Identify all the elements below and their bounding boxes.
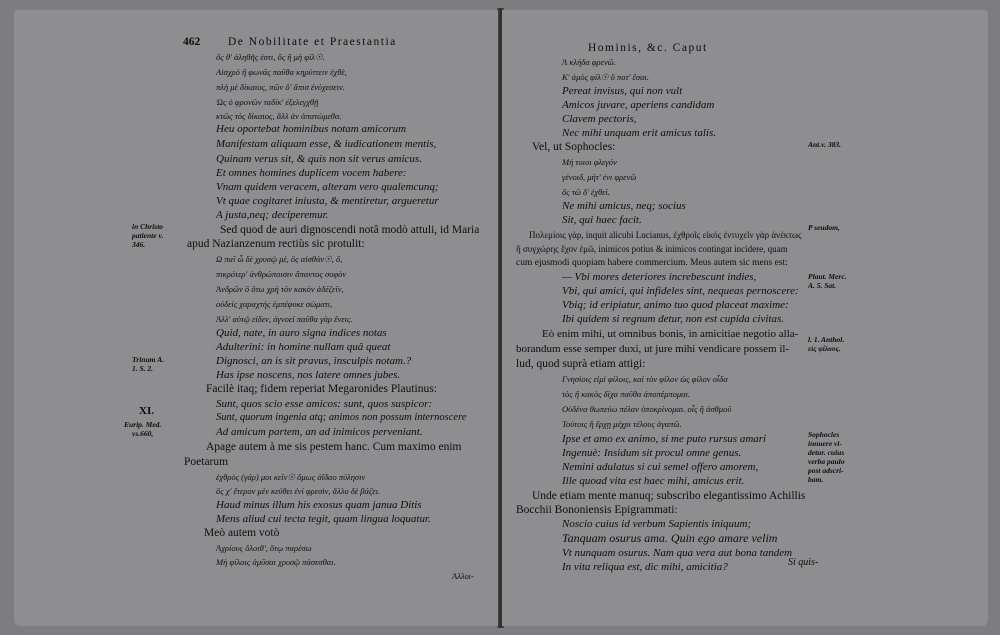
text-line: Manifestam aliquam esse, & iudicationem mentis, [216, 138, 437, 150]
text-line: Ἀχρίους ὄλοιθ', ὅτῳ παρέσω [216, 543, 312, 553]
text-line: Poetarum [184, 456, 229, 468]
catchword: Si quis- [788, 557, 819, 568]
text-line: Amicos juvare, aperiens candidam [562, 99, 715, 111]
text-line: Et omnes homines duplicem vocem habere: [216, 167, 407, 179]
text-line: Clavem pectoris, [562, 113, 637, 125]
text-line: Ille quoad vita est haec mihi, amicus erit. [562, 475, 745, 487]
text-line: Ipse et amo ex animo, si me puto rursus amari [562, 433, 767, 445]
text-line: Noscio cuius id verbum Sapientis iniquum; [562, 518, 752, 530]
right-page [502, 10, 988, 626]
margin-note: verba paulo [808, 457, 845, 466]
text-line: Vnam quidem veracem, alteram vero qualemcunq; [216, 181, 439, 193]
text-line: Vel, ut Sophocles: [532, 141, 616, 153]
text-line: Quid, nate, in auro signa indices notas [216, 327, 387, 339]
text-line: τὸς ἢ κακὸς δίχα παῦθα ἀποπέμπομαι. [562, 389, 691, 399]
text-line: Ω παῖ ὦ δὲ χρυσῷ μὲ, ὃς αἰσθάν☉, ὅ, [216, 254, 343, 264]
text-line: Tanquam osurus ama. Quin ego amare velim [562, 531, 778, 545]
text-line: Ἀλλ' αὐτῷ εἰδεν, ἀγνοεῖ παῦθα γὰρ ἔνεις. [216, 314, 353, 324]
text-line: Κ' ἀμὸς φίλ☉ ὅ ποτ' ἔσαι. [562, 72, 650, 82]
margin-note: in Christo [132, 222, 164, 231]
text-line: ἐχθρὸς (γάρ) μοι κεῖν☉ ὅμως ἀΐδαο πύλησιν [216, 472, 366, 482]
text-line: Ἀνδρῶν ὃ ὅτω χρὴ τὸν κακὸν ἀδέζεῖν, [216, 284, 344, 294]
margin-note: Trinum A. [132, 355, 164, 364]
text-line: Μή τοιοι φλεγόν [562, 157, 617, 167]
text-line: κτῶς τὸς δίκαιος, ἄλλ ἀν ἀπατώμεθα. [216, 111, 342, 121]
margin-note: P seudom, [808, 223, 840, 232]
text-line: ὅς χ' ἕτερον μὲν κεύθει ἐνὶ φρεσὶν, ἄλλο δὲ βάζει. [216, 486, 381, 496]
page-number: 462 [183, 36, 201, 48]
text-line: lud, quod suprà etiam attigi: [516, 358, 646, 370]
text-line: Nemini adulatus si cui semel offero amorem, [562, 461, 759, 473]
text-line: πλὴ μὲ δίκαιος, πῶν ὃ' ἄπισ ἐνύχεσειν. [216, 82, 345, 92]
text-line: γένοιδ, μήτ' ἐνι φρενῶ [562, 172, 637, 182]
text-line: Ἀ κλήδα φρενῶ. [562, 57, 616, 67]
text-line: Vbi, qui amici, qui infideles sint, nequeas pernoscere: [562, 285, 799, 297]
margin-note: detur. cuius [808, 448, 845, 457]
text-line: ὅς θ' ἀληθῆς ἐστι, ὅς ἢ μὴ φίλ☉. [216, 52, 325, 62]
text-line: Apage autem à me sis pestem hanc. Cum maximo enim [206, 441, 462, 453]
text-line: Mens aliud cui tecta tegit, quam lingua loquatur. [216, 513, 431, 525]
text-line: οὐδεὶς χαραχτὴς ἐμπέφυκε σώματι, [216, 299, 333, 309]
text-line: Quinam verus sit, & quis non sit verus amicus. [216, 153, 422, 165]
text-line: Μὴ φίλοις ἀμῦσαι χρυσῷ πάσεσθαι. [216, 557, 336, 567]
text-line: ἢ συγχώρης ἔχον ἐμῶ, inimicos potius & inimicos contingat incidere, quam [516, 244, 788, 254]
text-line: Bocchii Bononiensis Epigrammati: [516, 504, 678, 516]
text-line: Dignosci, an is sit pravus, insculpis notam.? [216, 355, 412, 367]
margin-note: Sophocles [808, 430, 840, 439]
text-line: Haud minus illum his exosus quam janua Ditis [216, 499, 422, 511]
text-line: Ingenuè: Insidum sit procul omne genus. [562, 447, 742, 459]
text-line: Heu oportebat hominibus notam amicorum [216, 123, 407, 135]
text-line: borandum esse semper duxi, ut jure mihi vendicare possem il- [516, 343, 790, 355]
margin-note: 1. S. 2. [132, 364, 154, 373]
text-line: Facilè itaq; fidem reperiat Megaronides Plautinus: [206, 383, 437, 395]
text-line: ὅς τῶ δ' ἐχθεῖ. [562, 187, 610, 197]
margin-note: εἰς φίλους. [808, 344, 841, 353]
text-line: Vt nunquam osurus. Nam qua vera aut bona tandem [562, 547, 793, 559]
text-line: Sit, qui haec facit. [562, 214, 642, 226]
text-line: Πολεμίοις γὰρ, inquit alicubi Lucianus, ἐχθροῖς εἰκός ἐντυχεῖν γὰρ ἀνέκτως [529, 230, 802, 240]
text-line: πικρότερ' ἀνθρώποισιν ἄπαντος σοφὸν [216, 269, 347, 279]
section-number: XI. [139, 405, 154, 417]
text-line: Ne mihi amicus, neq; socius [562, 200, 686, 212]
margin-note: patiente v. [132, 231, 164, 240]
running-header: Hominis, &c. Caput [588, 42, 708, 54]
running-header: De Nobilitate et Praestantia [228, 36, 397, 48]
text-line: Sunt, quorum ingenia atq; animos non possum internoscere [216, 412, 467, 423]
text-line: Unde etiam mente manuq; subscribo elegantissimo Achillis [532, 490, 806, 502]
left-page [14, 10, 498, 626]
text-line: — Vbi mores deteriores increbescunt indies, [562, 271, 757, 283]
text-line: Sunt, quos scio esse amicos: sunt, quos suspicor: [216, 398, 433, 410]
text-line: Τούτοις ἢ ἔρχῃ μέχρι τέλους ἀγαπῶ. [562, 419, 682, 429]
text-line: Ibi quidem si regnum detur, non est cupida civitas. [562, 313, 785, 325]
text-line: Γνησίοις εἰμὶ φίλοις, καὶ τὸν φίλον ὡς φίλον οἶδα [562, 374, 728, 384]
margin-note: A. 5. Sat. [808, 281, 837, 290]
margin-note: Ant.v. 383. [808, 140, 842, 149]
margin-note: 346. [132, 240, 146, 249]
text-line: apud Nazianzenum rectiùs sic protulit: [187, 238, 365, 250]
text-line: Pereat invisus, qui non vult [562, 85, 683, 97]
margin-note: l. 1. Anthol. [808, 335, 845, 344]
text-line: Ὡς ὁ φρονῶν ταδίκ' ἐξελεγχθῇ [216, 97, 319, 107]
text-line: Οὐδὲνα θωπεύω πέλαν ὑποκρίνομαι. οἷς ἢ ἀσθμοῦ [562, 404, 732, 414]
margin-note: vs.660, [132, 429, 154, 438]
text-line: Meò autem votò [204, 527, 280, 539]
text-line: Vt quae cogitaret iniusta, & mentiretur, argueretur [216, 195, 439, 207]
margin-note: Eurip. Med. [124, 420, 162, 429]
text-line: A justa,neq; deciperemur. [216, 209, 329, 221]
margin-note: Plaut. Merc. [808, 272, 847, 281]
text-line: Adulterini: in homine nullam quâ queat [216, 341, 391, 353]
catchword: Ἀλλοι- [452, 571, 474, 581]
text-line: Vbiq; id eripiatur, animo tuo quod placeat maxime: [562, 299, 789, 311]
margin-note: bam. [808, 475, 824, 484]
text-line: Ad amicum partem, an ad inimicos perveniant. [216, 426, 423, 438]
text-line: Sed quod de auri dignoscendi notâ modò attuli, id Maria [220, 224, 480, 236]
margin-note: post adscri- [808, 466, 844, 475]
text-line: cum ejusmodi quopiam habere commercium. Meus autem sic mens est: [516, 258, 788, 268]
text-line: Nec mihi unquam erit amicus talis. [562, 127, 716, 139]
text-line: Eò enim mihi, ut omnibus bonis, in amicitiae negotio alla- [542, 328, 799, 340]
text-line: Αἰσχρὸ ἢ φωνᾶς παῦθα κηρύττειν ἐχθὲ, [216, 67, 347, 77]
text-line: In vita reliqua est, dic mihi, amicitia? [562, 561, 728, 573]
margin-note: innuere vi- [808, 439, 842, 448]
text-line: Has ipse noscens, nos latere omnes jubes. [216, 369, 401, 381]
